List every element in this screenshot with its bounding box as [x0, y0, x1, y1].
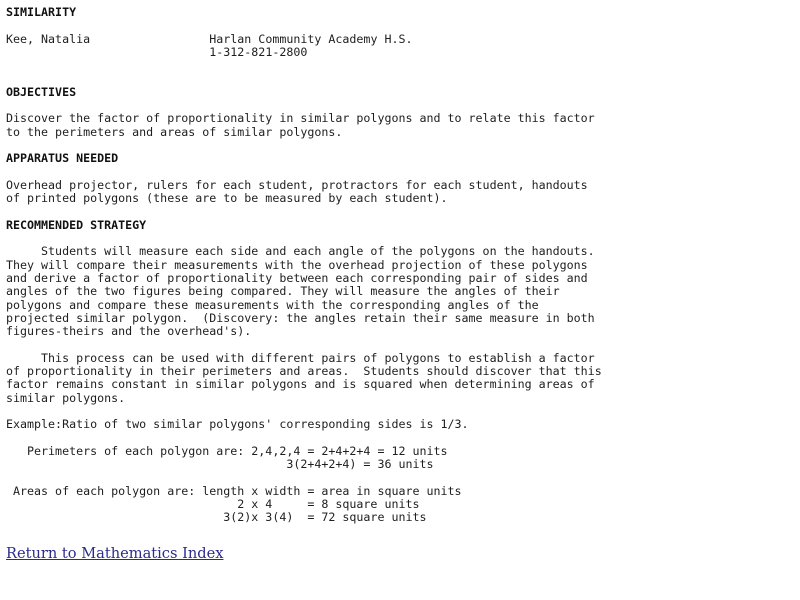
areas-line: 2 x 4 = 8 square units [6, 496, 420, 511]
school-name: Harlan Community Academy H.S. [209, 31, 413, 46]
strategy-paragraph2-line: of proportionality in their perimeters and areas. Students should discover that this [6, 364, 602, 379]
areas-line: Areas of each polygon are: length x width = area in square units [6, 483, 462, 498]
perimeters-line: Perimeters of each polygon are: 2,4,2,4 = 2+4+2+4 = 12 units [6, 443, 448, 458]
blank-line [6, 72, 602, 85]
author-name: Kee, Natalia [6, 31, 91, 46]
strategy-paragraph1-line: projected similar polygon. (Discovery: the angles retain their same measure in both [6, 310, 595, 325]
page-title: SIMILARITY [6, 5, 77, 19]
blank-line [6, 432, 602, 445]
lesson-plan-document [6, 6, 602, 525]
blank-line [6, 471, 602, 484]
blank-line [6, 205, 602, 218]
objectives-text-line: Discover the factor of proportionality in similar polygons and to relate this factor [6, 111, 595, 126]
strategy-paragraph2-line: This process can be used with different pairs of polygons to establish a factor [6, 350, 595, 365]
apparatus-text-line: of printed polygons (these are to be measured by each student). [6, 191, 448, 206]
objectives-heading: OBJECTIVES [6, 84, 77, 99]
blank-line [6, 19, 602, 32]
apparatus-text-line: Overhead projector, rulers for each student, protractors for each student, handouts [6, 177, 588, 192]
blank-line [6, 139, 602, 152]
strategy-paragraph2-line: similar polygons. [6, 390, 126, 405]
blank-line [6, 166, 602, 179]
perimeters-line: 3(2+4+2+4) = 36 units [6, 457, 434, 472]
phone-spacer [6, 45, 209, 59]
blank-line [6, 232, 602, 245]
strategy-paragraph1-line: Students will measure each side and each angle of the polygons on the handouts. [6, 244, 595, 259]
example-line: Example:Ratio of two similar polygons' corresponding sides is 1/3. [6, 417, 469, 432]
areas-line: 3(2)x 3(4) = 72 square units [6, 510, 427, 525]
strategy-paragraph1-line: polygons and compare these measurements with the corresponding angles of the [6, 297, 539, 312]
phone-line [6, 46, 602, 59]
strategy-paragraph2-line: factor remains constant in similar polygons and is squared when determining areas of [6, 377, 595, 392]
blank-line [6, 338, 602, 351]
blank-line [6, 405, 602, 418]
objectives-text-line: to the perimeters and areas of similar polygons. [6, 124, 343, 139]
strategy-paragraph1-line: angles of the two figures being compared. They will measure the angles of their [6, 284, 560, 299]
apparatus-heading: APPARATUS NEEDED [6, 151, 119, 166]
author-line [6, 33, 602, 46]
strategy-paragraph1-line: figures-theirs and the overhead's). [6, 324, 252, 339]
phone-number: 1-312-821-2800 [209, 44, 308, 59]
blank-line [6, 99, 602, 112]
return-to-mathematics-index-link[interactable]: Return to Mathematics Index [6, 545, 224, 562]
author-spacer [90, 32, 209, 46]
strategy-heading: RECOMMENDED STRATEGY [6, 217, 147, 232]
strategy-paragraph1-line: They will compare their measurements with the overhead projection of these polygons [6, 257, 588, 272]
strategy-paragraph1-line: and derive a factor of proportionality between each corresponding pair of sides and [6, 270, 588, 285]
blank-line [6, 59, 602, 72]
